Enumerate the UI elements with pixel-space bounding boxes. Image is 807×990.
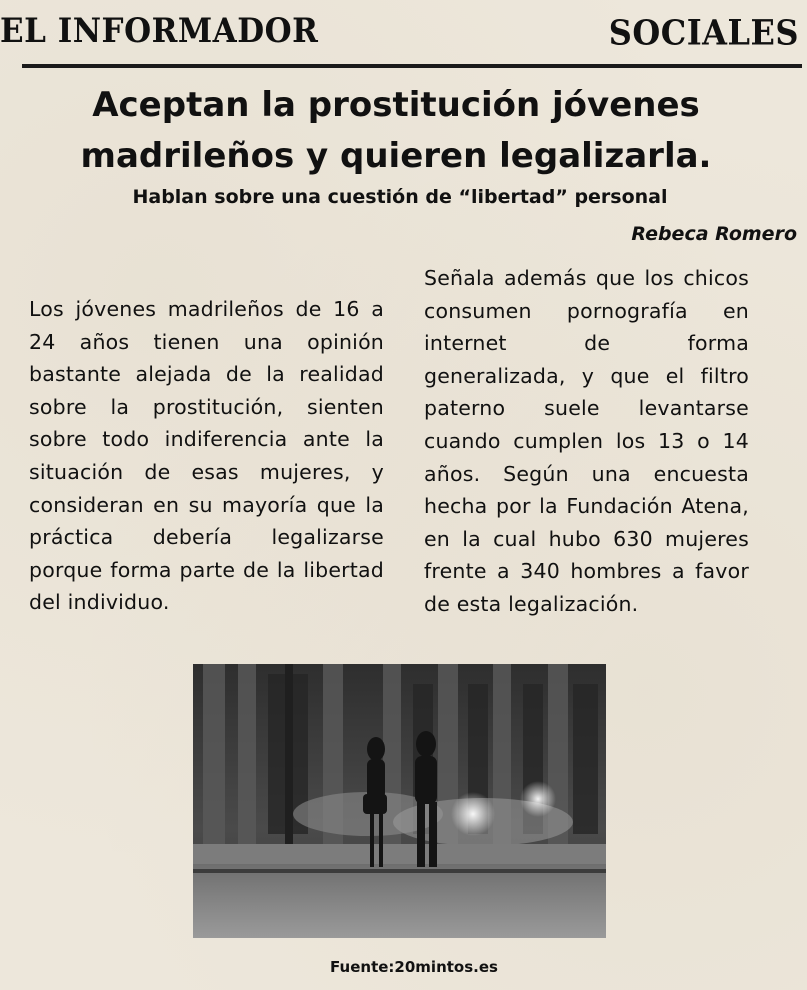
- article-headline: Aceptan la prostitución jóvenes madrileños y quieren legalizarla.: [80, 85, 712, 176]
- section-name: SOCIALES: [608, 12, 799, 54]
- article-photo: [193, 664, 606, 938]
- article-column-right: Señala además que los chicos consumen pornografía en internet de forma generalizada, y que el filtro paterno suele levantarse cuando cumplen los 13 o 14 años. Según una encuesta hecha por la Fundación Atena, en la cual hubo 630 mujeres frente a 340 hombres a favor de esta legalización.: [424, 266, 749, 616]
- article-column-left: Los jóvenes madrileños de 16 a 24 años tienen una opinión bastante alejada de la realidad sobre la prostitución, sienten sobre todo indiferencia ante la situación de esas mujeres, y consideran en su mayoría que la práctica debería legalizarse porque forma parte de la libertad del individuo.: [29, 297, 384, 615]
- masthead-rule: [22, 64, 802, 68]
- article-subheadline: Hablan sobre una cuestión de “libertad” personal: [132, 186, 668, 208]
- article-author: Rebeca Romero: [631, 223, 797, 245]
- street-night-photo: [193, 664, 606, 938]
- photo-caption: Fuente:20mintos.es: [330, 958, 498, 976]
- newspaper-name: EL INFORMADOR: [0, 12, 319, 51]
